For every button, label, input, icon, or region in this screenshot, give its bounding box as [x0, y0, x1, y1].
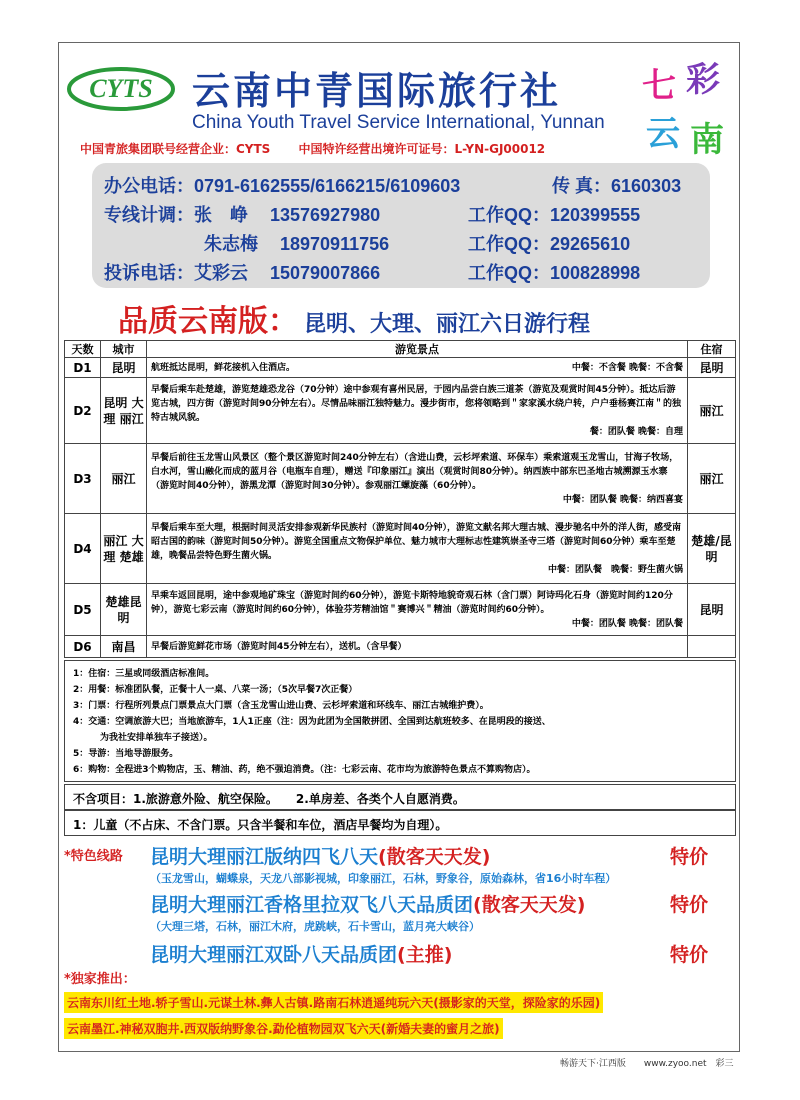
- hotline-row-1: 专线计调：张 峥 13576927980: [104, 201, 380, 227]
- company-title-cn: 云南中青国际旅行社: [192, 68, 562, 113]
- route-price: 特价: [670, 944, 709, 966]
- staff-qq: 120399555: [550, 205, 641, 225]
- license-line: [80, 140, 569, 157]
- table-row: D5 楚雄昆明 早乘车返回昆明，途中参观地矿珠宝（游览时间约60分钟），游览卡斯特地貌奇观石林（含门票）阿诗玛化石身（游览时间约120分钟），游览七彩云南（游览时间约60分钟），体验芬芳精油馆＂赛博兴＂精油（游览时间约60分钟）。 中餐：团队餐 晚餐：团队餐 昆明: [65, 584, 736, 636]
- note-item: 5：导游：当地导游服务。: [73, 749, 179, 759]
- qq-row-1: 工作QQ：120399555: [468, 205, 641, 225]
- svg-text:南: 南: [690, 120, 724, 155]
- table-row: D3 丽江 早餐后前往玉龙雪山风景区（整个景区游览时间240分钟左右）（含进山费，云杉坪索道、环保车）乘索道观玉龙雪山，甘海子牧场，白水河，雪山融化而成的蓝月谷（电瓶车自理），赠送『印象丽江』演出（观赏时间80分钟）。纳西族中部东巴圣地古城溯源玉水寨（游览时间40分钟），游黑龙潭（游览时间30分钟）。参观丽江螺旋藻（60分钟）。 中餐：团队餐 晚餐：纳西喜宴 丽江: [65, 444, 736, 514]
- fax-number: 6160303: [611, 176, 682, 196]
- route-price: 特价: [670, 894, 709, 916]
- office-phone: 0791-6162555/6166215/6109603: [194, 176, 461, 196]
- complaint-row: 投诉电话：艾彩云 15079007866: [104, 259, 380, 285]
- exclusions: 不含项目：1.旅游意外险、航空保险。 2.单房差、各类个人自愿消费。: [64, 784, 736, 810]
- headline-route: 昆明、大理、丽江六日游行程: [304, 312, 591, 337]
- terms-notes: [64, 660, 736, 782]
- route-detail: （玉龙雪山，蝴蝶泉，天龙八部影视城，印象丽江，石林，野象谷，原始森林，省16小时车程）: [150, 872, 617, 885]
- note-item: 3：门票：行程所列景点门票景点大门票（含玉龙雪山进山费、云杉坪索道和环线车、丽江古城维护费）。: [73, 701, 489, 711]
- cyts-member: 中国青旅集团联号经营企业：CYTS: [80, 142, 271, 156]
- note-item: 2：用餐：标准团队餐，正餐十人一桌、八菜一汤；（5次早餐7次正餐）: [73, 685, 358, 695]
- route-price: 特价: [670, 846, 709, 868]
- exclusive-promo: 云南东川红土地.轿子雪山.元谋土林.彝人古镇.路南石林逍遥纯玩六天(摄影家的天堂，探险家的乐园): [64, 992, 603, 1013]
- complaint-phone: 15079007866: [270, 263, 381, 283]
- qq-row-2: 工作QQ：29265610: [468, 234, 631, 254]
- hotline-row-2: [204, 230, 389, 256]
- svg-text:七: 七: [642, 66, 676, 106]
- staff-name: 张 峥: [194, 205, 248, 225]
- note-item: 1：住宿：三星或同级酒店标准间。: [73, 669, 215, 679]
- featured-route: 昆明大理丽江双卧八天品质团(主推): [150, 944, 453, 966]
- table-row: D2 昆明 大理 丽江 早餐后乘车赴楚雄，游览楚雄恐龙谷（70分钟）途中参观有喜州民居，于园内品尝白族三道茶（游览及观赏时间45分钟）。抵达后游览古城，四方街（游览时间90分钟左右）。尽情品味丽江独特魅力。漫步街市，您将领略到＂家家溪水绕户转，户户垂杨赛江南＂的独特古城风貌。 餐：团队餐 晚餐：自理 丽江: [65, 378, 736, 444]
- note-item: 为我社安排单独车子接送）。: [73, 733, 213, 743]
- staff-phone: 18970911756: [280, 234, 390, 254]
- cyts-logo: [66, 65, 176, 113]
- route-detail: （大理三塔，石林，丽江木府，虎跳峡，石卡雪山，蓝月亮大峡谷）: [150, 920, 480, 933]
- header-sights: 游览景点: [147, 341, 688, 358]
- page-footer: 畅游天下·江西版 www.zyoo.net 彩三: [560, 1059, 734, 1069]
- featured-route: 昆明大理丽江香格里拉双飞八天品质团(散客天天发): [150, 894, 586, 916]
- featured-route: 昆明大理丽江版纳四飞八天(散客天天发): [150, 846, 491, 868]
- company-title-en: China Youth Travel Service International, Yunnan: [192, 112, 605, 133]
- header-stay: 住宿: [688, 341, 736, 358]
- table-row: D6 南昌 早餐后游览鲜花市场（游览时间45分钟左右），送机。（含早餐）: [65, 636, 736, 658]
- table-header-row: [65, 341, 736, 358]
- svg-text:彩: 彩: [686, 60, 720, 100]
- staff-qq: 29265610: [550, 234, 631, 254]
- table-row: D1 昆明 航班抵达昆明，鲜花接机入住酒店。 中餐：不含餐 晚餐：不含餐 昆明: [65, 358, 736, 378]
- exclusive-promo: 云南墨江.神秘双胞井.西双版纳野象谷.勐伦植物园双飞六天(新婚夫妻的蜜月之旅): [64, 1018, 503, 1039]
- itinerary-table: [64, 340, 736, 658]
- exclusive-label: *独家推出：: [64, 972, 136, 987]
- colorful-yunnan-art: [640, 55, 732, 155]
- table-row: D4 丽江 大理 楚雄 早餐后乘车至大理，根据时间灵活安排参观新华民族村（游览时间40分钟），游览文献名邦大理古城、漫步驰名中外的洋人街，感受南昭古国的韵味（游览时间50分钟）。游览全国重点文物保护单位、魅力城市大理标志性建筑崇圣寺三塔（游览时间60分钟）乘车至楚雄，晚餐品尝特色野生菌火锅。 中餐：团队餐 晚餐：野生菌火锅 楚雄/昆明: [65, 514, 736, 584]
- office-row: 办公电话：0791-6162555/6166215/6109603: [104, 176, 461, 196]
- staff-name: 朱志梅: [204, 234, 258, 254]
- header-day: 天数: [65, 341, 101, 358]
- note-item: 4：交通：空调旅游大巴；当地旅游车，1人1正座（注：因为此团为全国散拼团、全国到达航班较多、在昆明段的接送、: [73, 717, 551, 727]
- itinerary-headline: [118, 296, 590, 340]
- child-policy: 1：儿童（不占床、不含门票。只含半餐和车位，酒店早餐均为自理）。: [64, 810, 736, 836]
- complaint-qq: 100828998: [550, 263, 641, 283]
- fax-row: 传 真：6160303: [552, 176, 682, 196]
- headline-brand: 品质云南版：: [118, 304, 298, 339]
- complaint-qq-row: 工作QQ：100828998: [468, 263, 641, 283]
- note-item: 6：购物：全程进3个购物店，玉、精油、药，绝不强迫消费。（注：七彩云南、花市均为旅游特色景点不算购物店）。: [73, 765, 536, 775]
- featured-label: *特色线路: [64, 849, 123, 864]
- svg-text:CYTS: CYTS: [89, 74, 153, 103]
- license-number: 中国特许经营出境许可证号：L-YN-GJ00012: [298, 142, 546, 156]
- header-city: 城市: [101, 341, 147, 358]
- svg-text:云: 云: [646, 114, 680, 154]
- complaint-name: 艾彩云: [194, 263, 248, 283]
- staff-phone: 13576927980: [270, 205, 381, 225]
